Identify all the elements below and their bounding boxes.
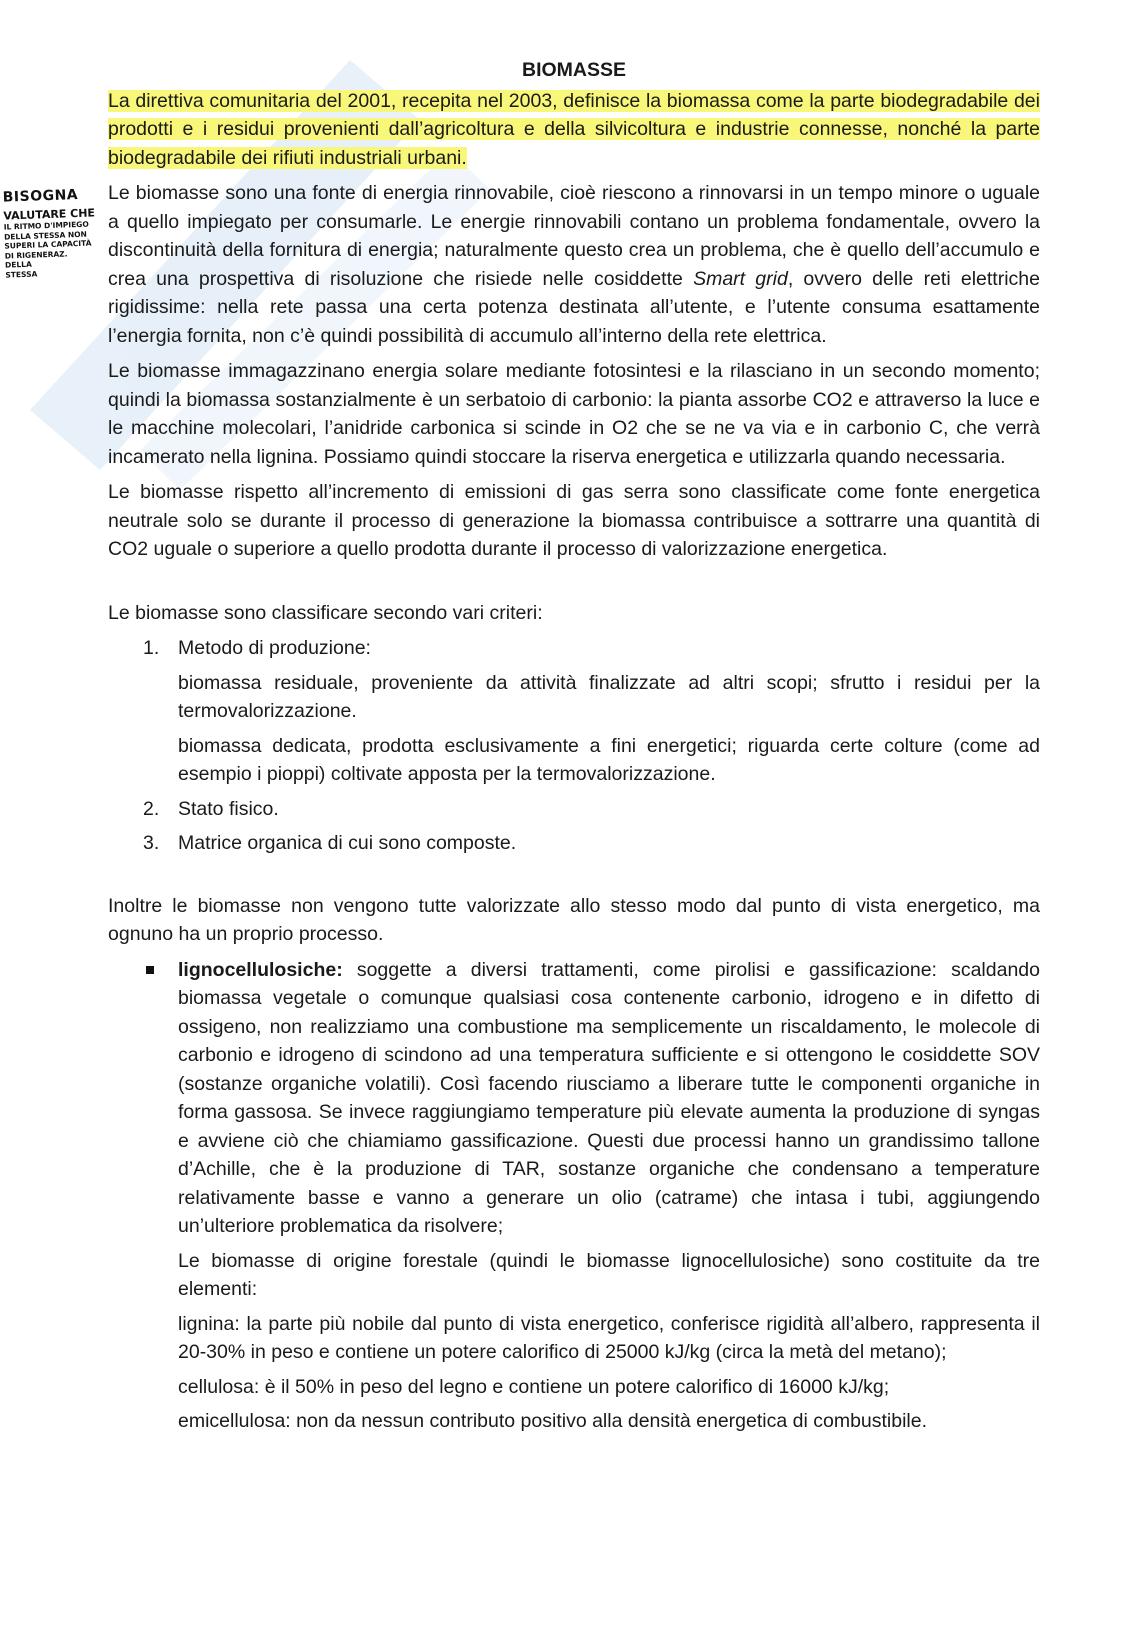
- sub-paragraph-residual: biomassa residuale, proveniente da attività finalizzate ad altri scopi; sfrutto i residui per la termovalorizzazione.: [178, 671, 1040, 722]
- list-item: [108, 795, 1040, 824]
- note-line: DELLA STESSA NON: [3, 229, 87, 242]
- document-page: [108, 56, 1040, 1442]
- paragraph-valorization: Inoltre le biomasse non vengono tutte valorizzate allo stesso modo dal punto di vista energetico, ma ognuno ha un proprio processo.: [108, 894, 1040, 945]
- note-line: SUPERI LA CAPACITÀ: [4, 238, 92, 251]
- handwritten-margin-note: [2, 186, 97, 279]
- paragraph-definition: [108, 87, 1040, 173]
- note-line: STESSA: [5, 268, 38, 280]
- list-label: Matrice organica di cui sono composte.: [178, 832, 517, 854]
- classification-list-cont: [108, 795, 1040, 858]
- paragraph-hemicellulose: emicellulosa: non da nessun contributo positivo alla densità energetica di combustibile.: [178, 1410, 928, 1432]
- list-number: 1.: [143, 637, 160, 659]
- text-span: , ovvero delle reti elettriche rigidissime: nella rete passa una certa potenza destinata all’utente, e l’utente consuma esattamente l’energia fornita, non c’è quindi possibilità di accumulo all’interno della rete elettrica.: [108, 267, 1040, 347]
- highlighted-text: La direttiva comunitaria del 2001, recepita nel 2003, definisce la biomassa come la parte biodegradabile dei prodotti e i residui provenienti dall’agricoltura e della silvicoltura e industrie connesse, nonché la parte biodegradabile dei rifiuti industriali urbani.: [108, 89, 1040, 169]
- paragraph-storage: Le biomasse immagazzinano energia solare mediante fotosintesi e la rilasciano in un secondo momento; quindi la biomassa sostanzialmente è un serbatoio di carbonio: la pianta assorbe CO2 e attraverso la luce e le macchine molecolari, l’anidride carbonica si scinde in O2 che se ne va via e in carbonio C, che verrà incamerato nella lignina. Possiamo quindi stoccare la riserva energetica e utilizzarla quando necessaria.: [108, 360, 1040, 468]
- list-label: Metodo di produzione:: [178, 637, 371, 659]
- forest-biomass-section: [108, 1247, 1040, 1436]
- paragraph-lignin: lignina: la parte più nobile dal punto di vista energetico, conferisce rigidità all’albero, rappresenta il 20-30% in peso e contiene un potere calorifico di 25000 kJ/kg (circa la metà del metano);: [178, 1312, 1040, 1363]
- emphasis-smart-grid: Smart grid: [693, 267, 788, 290]
- classification-list: [108, 634, 1040, 663]
- paragraph-cellulose: cellulosa: è il 50% in peso del legno e contiene un potere calorifico di 16000 kJ/kg;: [178, 1375, 890, 1398]
- bullet-item-lignocellulosic: [108, 956, 1040, 1241]
- bullet-square-icon: [146, 966, 154, 974]
- list-number: 3.: [143, 832, 160, 854]
- note-line: BISOGNA: [2, 187, 79, 206]
- page-title: BIOMASSE: [521, 59, 626, 81]
- paragraph-renewable: [108, 179, 1040, 350]
- sub-paragraph-dedicated: biomassa dedicata, prodotta esclusivamente a fini energetici; riguarda certe colture (come ad esempio i pioppi) coltivate apposta per la termovalorizzazione.: [178, 734, 1040, 785]
- list-item: [108, 829, 1040, 858]
- bullet-text: soggette a diversi trattamenti, come pirolisi e gassificazione: scaldando biomassa vegetale o comunque qualsiasi cosa contenente carbonio, idrogeno e in difetto di ossigeno, non realizziamo una combustione ma semplicemente un riscaldamento, le molecole di carbonio e idrogeno di scindono ad una temperatura sufficiente e si ottengono le cosiddette SOV (sostanze organiche volatili). Così facendo riusciamo a liberare tutte le componenti organiche in forma gassosa. Se invece raggiungiamo temperature più elevate aumenta la produzione di syngas e avviene ciò che chiamiamo gassificazione. Questi due processi hanno un grandissimo tallone d’Achille, che è la produzione di TAR, sostanze organiche che condensano a temperature relativamente basse e vanno a generare un olio (catrame) che intasa i tubi, aggiungendo un’ulteriore problematica da risolvere;: [178, 958, 1040, 1237]
- note-line: DI RIGENERAZ. DELLA: [4, 248, 68, 270]
- note-line: VALUTARE CHE: [3, 206, 96, 223]
- note-line: IL RITMO D'IMPIEGO: [3, 219, 89, 232]
- text-span: Le biomasse sono una fonte di energia rinnovabile, cioè riescono a rinnovarsi in un tempo minore o uguale a quello impiegato per consumarle. Le energie rinnovabili contano un problema fondamentale, ovvero la discontinuità della fornitura di energia; naturalmente questo crea un problema, che è quello dell’accumulo e crea una prospettiva di risoluzione che risiede nelle cosiddette: [108, 182, 1040, 290]
- list-number: 2.: [143, 797, 160, 820]
- paragraph-classification-intro: Le biomasse sono classificare secondo vari criteri:: [108, 601, 543, 624]
- list-item: [108, 634, 1040, 663]
- list-label: Stato fisico.: [178, 797, 279, 820]
- paragraph-forest: Le biomasse di origine forestale (quindi le biomasse lignocellulosiche) sono costituite da tre elementi:: [178, 1249, 1040, 1300]
- paragraph-emissions: Le biomasse rispetto all’incremento di emissioni di gas serra sono classificate come fonte energetica neutrale solo se durante il processo di generazione la biomassa contribuisce a sottrarre una quantità di CO2 uguale o superiore a quello prodotta durante il processo di valorizzazione energetica.: [108, 481, 1040, 560]
- bullet-heading: lignocellulosiche:: [178, 958, 343, 981]
